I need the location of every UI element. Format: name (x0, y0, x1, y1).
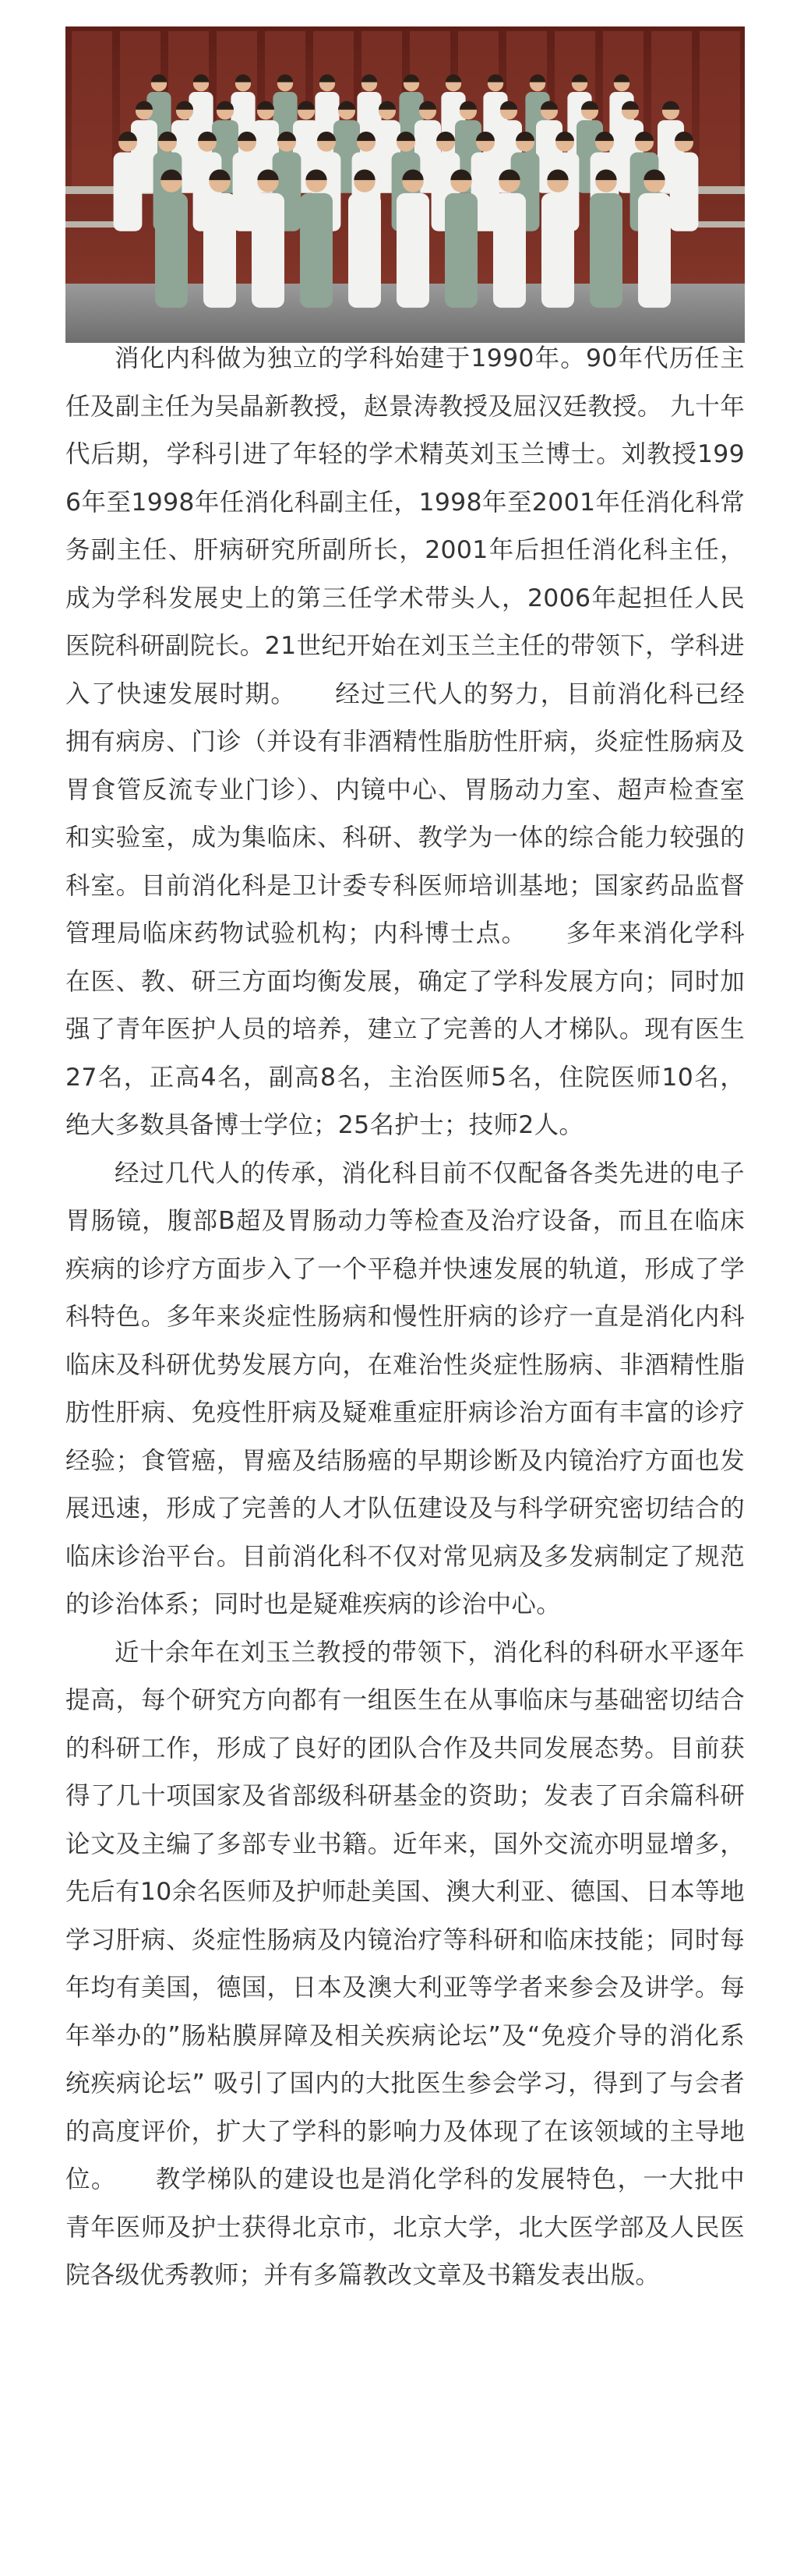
article (65, 335, 745, 2300)
wall-panel (700, 31, 740, 187)
wall-panel (72, 31, 112, 187)
group-photo-image (65, 26, 745, 343)
article-paragraph: 经过几代人的传承，消化科目前不仅配备各类先进的电子胃肠镜，腹部B超及胃肠动力等检查及治疗设备，而且在临床疾病的诊疗方面步入了一个平稳并快速发展的轨道，形成了学科特色。多年来炎症性肠病和慢性肝病的诊疗一直是消化内科临床及科研优势发展方向，在难治性炎症性肠病、非酒精性脂肪性肝病、免疫性肝病及疑难重症肝病诊治方面有丰富的诊疗经验；食管癌，胃癌及结肠癌的早期诊断及内镜治疗方面也发展迅速，形成了完善的人才队伍建设及与科学研究密切结合的临床诊治平台。目前消化科不仅对常见病及多发病制定了规范的诊治体系；同时也是疑难疾病的诊治中心。 (65, 1159, 745, 1618)
article-paragraph: 近十余年在刘玉兰教授的带领下，消化科的科研水平逐年提高，每个研究方向都有一组医生在从事临床与基础密切结合的科研工作，形成了良好的团队合作及共同发展态势。目前获得了几十项国家及省部级科研基金的资助；发表了百余篇科研论文及主编了多部专业书籍。近年来，国外交流亦明显增多，先后有10余名医师及护师赴美国、澳大利亚、德国、日本等地学习肝病、炎症性肠病及内镜治疗等科研和临床技能；同时每年均有美国，德国，日本及澳大利亚等学者来参会及讲学。每年举办的”肠粘膜屏障及相关疾病论坛”及“免疫介导的消化系统疾病论坛” 吸引了国内的大批医生参会学习，得到了与会者的高度评价，扩大了学科的影响力及体现了在该领域的主导地位。 教学梯队的建设也是消化学科的发展特色，一大批中青年医师及护士获得北京市，北京大学，北大医学部及人民医院各级优秀教师；并有多篇教改文章及书籍发表出版。 (65, 1638, 745, 2289)
article-paragraph: 消化内科做为独立的学科始建于1990年。90年代历任主任及副主任为吴晶新教授，赵景涛教授及屈汉廷教授。 九十年代后期，学科引进了年轻的学术精英刘玉兰博士。刘教授1996年至1998年任消化科副主任，1998年至2001年任消化科常务副主任、肝病研究所副所长，2001年后担任消化科主任，成为学科发展史上的第三任学术带头人，2006年起担任人民医院科研副院长。21世纪开始在刘玉兰主任的带领下，学科进入了快速发展时期。 经过三代人的努力，目前消化科已经拥有病房、门诊（并设有非酒精性脂肪性肝病，炎症性肠病及胃食管反流专业门诊）、内镜中心、胃肠动力室、超声检查室和实验室，成为集临床、科研、教学为一体的综合能力较强的科室。目前消化科是卫计委专科医师培训基地；国家药品监督管理局临床药物试验机构；内科博士点。 多年来消化学科在医、教、研三方面均衡发展，确定了学科发展方向；同时加强了青年医护人员的培养，建立了完善的人才梯队。现有医生27名，正高4名，副高8名，主治医师5名，住院医师10名，绝大多数具备博士学位；25名护士；技师2人。 (65, 344, 745, 1139)
group-photo (65, 26, 745, 343)
